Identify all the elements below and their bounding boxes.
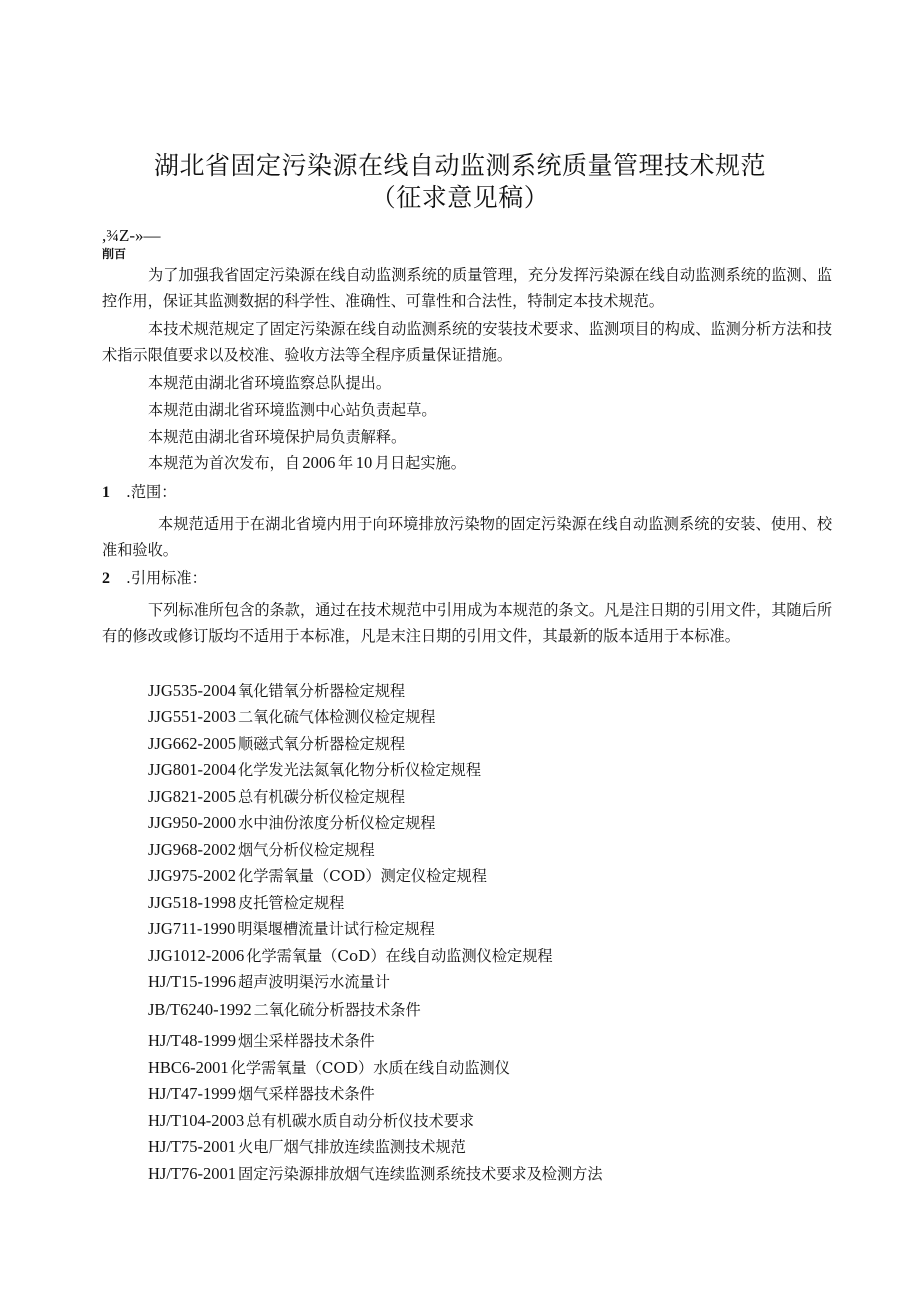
standard-item bbox=[148, 1137, 466, 1157]
standard-item bbox=[148, 1031, 375, 1051]
standard-code: HJ/T76-2001 bbox=[148, 1164, 236, 1183]
standard-name: 烟气分析仪检定规程 bbox=[238, 841, 375, 859]
standard-name: 皮托管检定规程 bbox=[238, 894, 345, 912]
standard-name: 烟尘采样器技术条件 bbox=[238, 1032, 375, 1050]
document-title: 湖北省固定污染源在线自动监测系统质量管理技术规范 bbox=[153, 151, 766, 180]
standard-name: 二氧化硫气体检测仪检定规程 bbox=[238, 708, 436, 726]
foreword-paragraph-2: 本技术规范规定了固定污染源在线自动监测系统的安装技术要求、监测项目的构成、监测分析方法和技术指示限值要求以及校准、验收方法等全程序质量保证措施。 bbox=[102, 320, 832, 364]
foreword-heading: 削百 bbox=[102, 247, 127, 261]
standard-name: 化学需氧量（COD）水质在线自动监测仪 bbox=[230, 1059, 510, 1077]
document-subtitle: （征求意见稿） bbox=[370, 183, 550, 212]
standard-code: JJG518-1998 bbox=[148, 893, 237, 912]
standard-name: 固定污染源排放烟气连续监测系统技术要求及检测方法 bbox=[238, 1165, 603, 1183]
effective-date-suffix: 月日起实施。 bbox=[374, 454, 466, 472]
garbled-text: ,¾Z-»— bbox=[102, 226, 161, 245]
foreword-line-2: 本规范由湖北省环境监测中心站负责起草。 bbox=[148, 401, 437, 419]
standard-item bbox=[148, 972, 390, 992]
standard-name: 总有机碳水质自动分析仪技术要求 bbox=[246, 1112, 475, 1130]
effective-date-mid: 年 bbox=[337, 454, 354, 472]
standard-code: JJG711-1990 bbox=[148, 919, 236, 938]
section-1-title: .范围： bbox=[126, 483, 177, 501]
section-2-text: 下列标准所包含的条款，通过在技术规范中引用成为本规范的条文。凡是注日期的引用文件，其随后所有的修改或修订版均不适用于本标准，凡是末注日期的引用文件，其最新的版本适用于本标准。 bbox=[102, 601, 832, 645]
standard-name: 水中油份浓度分析仪检定规程 bbox=[238, 814, 436, 832]
standard-name: 化学发光法氮氧化物分析仪检定规程 bbox=[238, 761, 482, 779]
foreword-line-4 bbox=[148, 453, 466, 473]
standard-item bbox=[148, 1000, 421, 1020]
standard-code: HJ/T47-1999 bbox=[148, 1084, 236, 1103]
standard-code: JJG551-2003 bbox=[148, 707, 237, 726]
standard-item bbox=[148, 787, 405, 807]
standard-name: 二氧化硫分析器技术条件 bbox=[253, 1001, 421, 1019]
standard-code: JJG821-2005 bbox=[148, 787, 237, 806]
standard-code: HJ/T15-1996 bbox=[148, 972, 236, 991]
standard-name: 超声波明渠污水流量计 bbox=[238, 973, 390, 991]
standard-item bbox=[148, 893, 344, 913]
standard-name: 顺磁式氧分析器检定规程 bbox=[238, 735, 406, 753]
standard-name: 化学需氧量（COD）测定仪检定规程 bbox=[238, 867, 487, 885]
effective-month: 10 bbox=[355, 453, 373, 472]
standard-code: JB/T6240-1992 bbox=[148, 1000, 252, 1019]
standard-code: JJG975-2002 bbox=[148, 866, 237, 885]
standard-name: 明渠堰槽流量计试行检定规程 bbox=[237, 920, 435, 938]
standard-code: JJG950-2000 bbox=[148, 813, 237, 832]
standard-name: 总有机碳分析仪检定规程 bbox=[238, 788, 406, 806]
standard-item bbox=[148, 681, 405, 701]
section-1-number: 1 bbox=[102, 484, 110, 501]
standard-item bbox=[148, 866, 487, 886]
standard-name: 烟气采样器技术条件 bbox=[238, 1085, 375, 1103]
standard-item bbox=[148, 1058, 510, 1078]
standard-item bbox=[148, 760, 481, 780]
foreword-line-1: 本规范由湖北省环境监察总队提出。 bbox=[148, 374, 391, 392]
effective-year: 2006 bbox=[302, 453, 336, 472]
standard-code: HJ/T75-2001 bbox=[148, 1137, 236, 1156]
section-1-text: 本规范适用于在湖北省境内用于向环境排放污染物的固定污染源在线自动监测系统的安装、使用、校准和验收。 bbox=[102, 515, 832, 559]
standard-item bbox=[148, 813, 435, 833]
standard-code: HJ/T48-1999 bbox=[148, 1031, 236, 1050]
standard-code: JJG968-2002 bbox=[148, 840, 237, 859]
foreword-paragraph-1: 为了加强我省固定污染源在线自动监测系统的质量管理，充分发挥污染源在线自动监测系统的监测、监控作用，保证其监测数据的科学性、准确性、可靠性和合法性，特制定本技术规范。 bbox=[102, 266, 832, 310]
standard-code: JJG1012-2006 bbox=[148, 946, 245, 965]
standard-name: 氧化错氧分析器检定规程 bbox=[238, 682, 406, 700]
standard-name: 火电厂烟气排放连续监测技术规范 bbox=[238, 1138, 466, 1156]
section-1-heading bbox=[102, 482, 176, 503]
standard-item bbox=[148, 1084, 375, 1104]
standard-code: HJ/T104-2003 bbox=[148, 1111, 245, 1130]
section-2-number: 2 bbox=[102, 570, 110, 587]
standard-code: HBC6-2001 bbox=[148, 1058, 229, 1077]
standard-item bbox=[148, 1164, 603, 1184]
standard-item bbox=[148, 707, 435, 727]
standard-code: JJG662-2005 bbox=[148, 734, 237, 753]
effective-date-prefix: 本规范为首次发布，自 bbox=[148, 454, 300, 472]
standard-name: 化学需氧量（CoD）在线自动监测仪检定规程 bbox=[246, 947, 553, 965]
standard-code: JJG535-2004 bbox=[148, 681, 237, 700]
standard-item bbox=[148, 946, 553, 966]
standard-item bbox=[148, 734, 405, 754]
section-2-title: .引用标准： bbox=[126, 569, 207, 587]
section-2-heading bbox=[102, 568, 207, 589]
foreword-line-3: 本规范由湖北省环境保护局负责解释。 bbox=[148, 428, 407, 446]
standard-item bbox=[148, 1111, 474, 1131]
standard-item bbox=[148, 840, 375, 860]
standard-item bbox=[148, 919, 435, 939]
standard-code: JJG801-2004 bbox=[148, 760, 237, 779]
